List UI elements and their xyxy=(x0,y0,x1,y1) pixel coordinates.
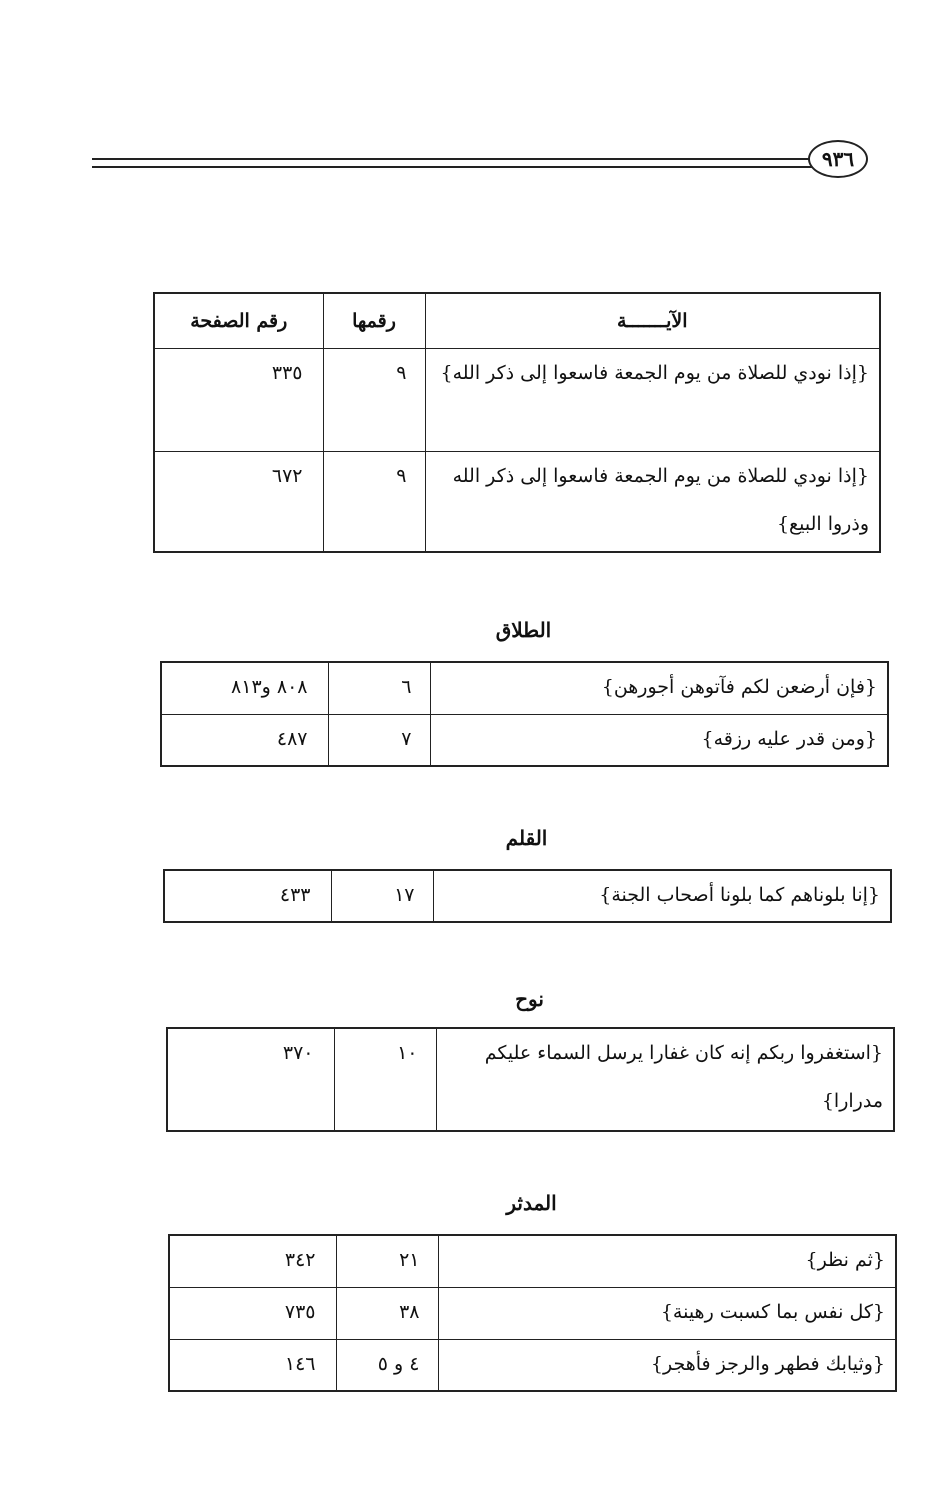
ayah-text: {وثيابك فطهر والرجز فأهجر} xyxy=(438,1339,896,1391)
ayah-number: ٢١ xyxy=(336,1235,438,1287)
ayah-number: ٩ xyxy=(323,349,425,452)
ayah-number: ٧ xyxy=(328,714,430,766)
table-row xyxy=(164,870,891,922)
ayah-text: {إنا بلوناهم كما بلونا أصحاب الجنة} xyxy=(433,870,891,922)
ayah-number: ٤ و ٥ xyxy=(336,1339,438,1391)
table-row xyxy=(154,452,880,552)
section-talaq xyxy=(160,661,889,767)
ayah-number: ١٠ xyxy=(334,1028,436,1131)
surah-title-talaq: الطلاق xyxy=(495,618,552,642)
table-row xyxy=(169,1287,896,1339)
ayah-table xyxy=(168,1234,897,1392)
ayah-table xyxy=(166,1027,895,1132)
table-header-row xyxy=(154,293,880,349)
table-row xyxy=(154,349,880,452)
ayah-text: {استغفروا ربكم إنه كان غفارا يرسل السماء عليكم مدرارا} xyxy=(436,1028,894,1131)
page-ref: ٤٣٣ xyxy=(164,870,331,922)
page-ref: ٦٧٢ xyxy=(154,452,323,552)
table-row xyxy=(161,714,888,766)
page-ref: ٣٤٢ xyxy=(169,1235,336,1287)
table-row xyxy=(167,1028,894,1131)
ayah-table xyxy=(160,661,889,767)
table-row xyxy=(161,662,888,714)
ayah-text: {كل نفس بما كسبت رهينة} xyxy=(438,1287,896,1339)
table-row xyxy=(169,1235,896,1287)
ayah-number: ١٧ xyxy=(331,870,433,922)
page-ref: ٧٣٥ xyxy=(169,1287,336,1339)
ayah-number: ٦ xyxy=(328,662,430,714)
surah-title-muddaththir: المدثر xyxy=(506,1191,557,1215)
ayah-text: {ثم نظر} xyxy=(438,1235,896,1287)
ayah-text: {ومن قدر عليه رزقه} xyxy=(430,714,888,766)
section-muddaththir xyxy=(168,1234,897,1392)
section-nuh xyxy=(166,1027,895,1132)
surah-title-qalam: القلم xyxy=(505,826,548,850)
surah-title-nuh: نوح xyxy=(515,987,544,1011)
ayah-number: ٣٨ xyxy=(336,1287,438,1339)
header-page: رقم الصفحة xyxy=(154,293,323,349)
section-qalam xyxy=(163,869,892,923)
table-row xyxy=(169,1339,896,1391)
ayah-table xyxy=(163,869,892,923)
ayah-text: {فإن أرضعن لكم فآتوهن أجورهن} xyxy=(430,662,888,714)
header-number: رقمها xyxy=(323,293,425,349)
header-rule xyxy=(92,158,812,168)
ayah-table xyxy=(153,292,881,553)
page-ref: ٨٠٨ و٨١٣ xyxy=(161,662,328,714)
header-ayah: الآيـــــــة xyxy=(425,293,880,349)
section-continuation xyxy=(153,292,881,553)
page-number: ٩٣٦ xyxy=(808,140,868,178)
ayah-text: {إذا نودي للصلاة من يوم الجمعة فاسعوا إلى ذكر الله} xyxy=(425,349,880,452)
ayah-number: ٩ xyxy=(323,452,425,552)
page-ref: ٤٨٧ xyxy=(161,714,328,766)
page-ref: ٣٣٥ xyxy=(154,349,323,452)
page-ref: ٣٧٠ xyxy=(167,1028,334,1131)
ayah-text: {إذا نودي للصلاة من يوم الجمعة فاسعوا إلى ذكر الله وذروا البيع} xyxy=(425,452,880,552)
page-ref: ١٤٦ xyxy=(169,1339,336,1391)
